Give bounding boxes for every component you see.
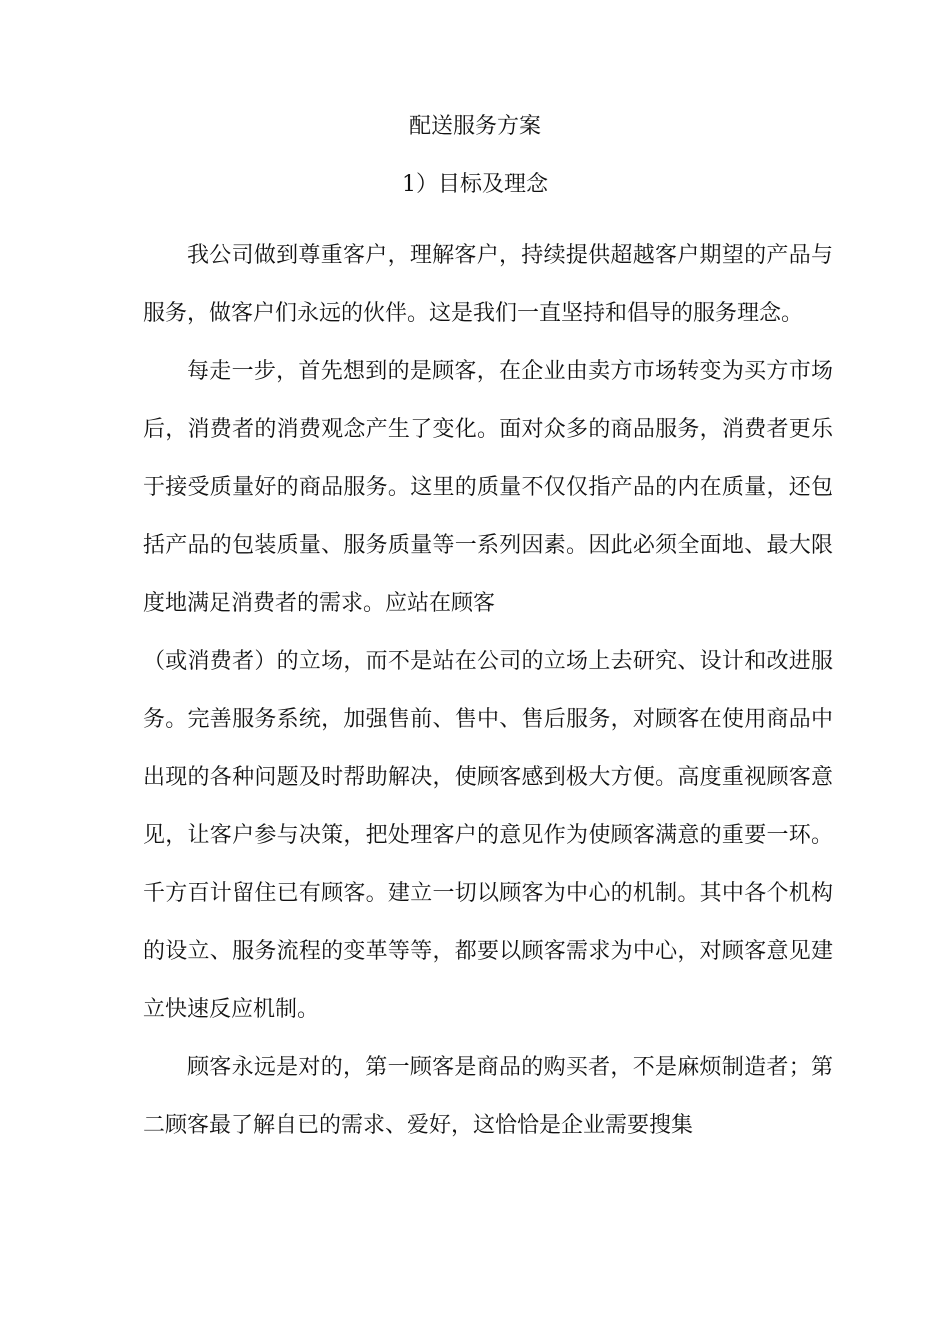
- paragraph-service-philosophy: 我公司做到尊重客户，理解客户，持续提供超越客户期望的产品与服务，做客户们永远的伙伴。这是我们一直坚持和倡导的服务理念。: [143, 243, 833, 326]
- document-title: 配送服务方案: [408, 114, 541, 139]
- body-text: [143, 227, 833, 1155]
- paragraph-customer-always-right: 顾客永远是对的，第一顾客是商品的购买者，不是麻烦制造者；第二顾客最了解自已的需求、爱好，这恰恰是企业需要搜集: [143, 1055, 833, 1138]
- paragraph-customer-standpoint: （或消费者）的立场，而不是站在公司的立场上去研究、设计和改进服务。完善服务系统，加强售前、售中、售后服务，对顾客在使用商品中出现的各种问题及时帮助解决，使顾客感到极大方便。高度重视顾客意见，让客户参与决策，把处理客户的意见作为使顾客满意的重要一环。千方百计留住已有顾客。建立一切以顾客为中心的机制。其中各个机构的设立、服务流程的变革等等，都要以顾客需求为中心，对顾客意见建立快速反应机制。: [143, 649, 833, 1022]
- paragraph-customer-first: 每走一步，首先想到的是顾客，在企业由卖方市场转变为买方市场后，消费者的消费观念产生了变化。面对众多的商品服务，消费者更乐于接受质量好的商品服务。这里的质量不仅仅指产品的内在质量，还包括产品的包装质量、服务质量等一系列因素。因此必须全面地、最大限度地满足消费者的需求。应站在顾客: [143, 359, 833, 616]
- section-heading: 1）目标及理念: [402, 172, 548, 197]
